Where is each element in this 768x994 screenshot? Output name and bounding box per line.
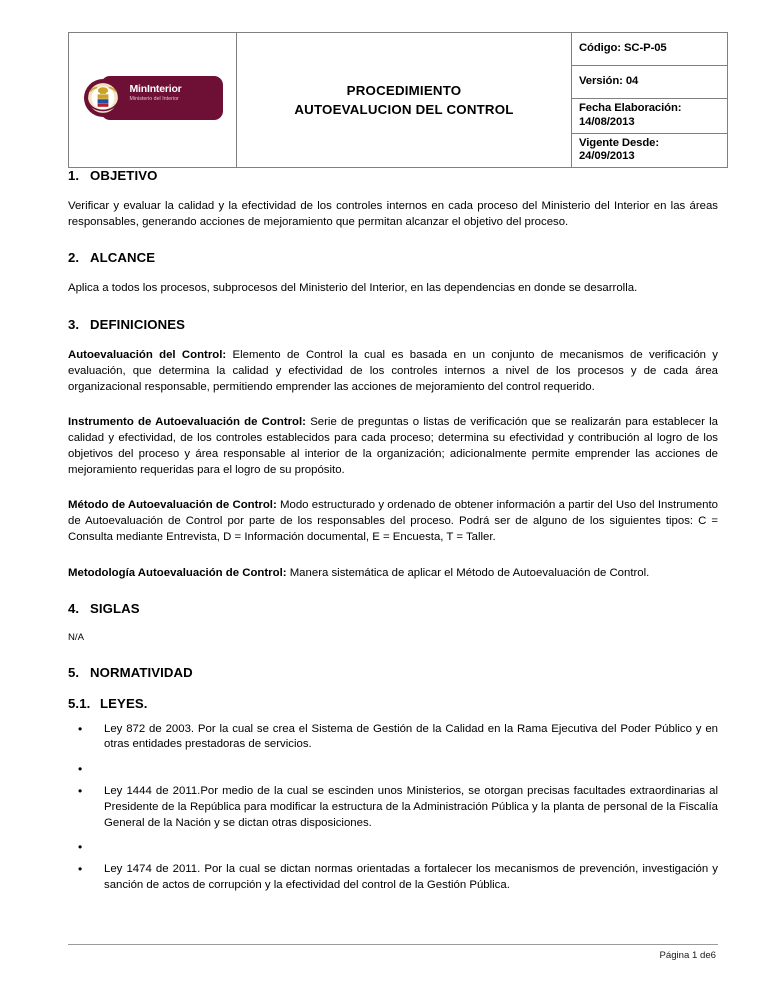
section-heading-normatividad bbox=[68, 665, 718, 680]
list-item: • Ley 1474 de 2011. Por la cual se dictan normas orientadas a fortalecer los mecanismos de prevención, investigación y sanción de actos de corrupción y la efectividad del control de la Gestión Pública. bbox=[68, 862, 718, 893]
section-title-siglas: SIGLAS bbox=[90, 601, 140, 617]
list-item bbox=[68, 840, 718, 853]
section-number-1: 1. bbox=[68, 168, 80, 183]
definition-item bbox=[68, 415, 718, 478]
definition-text: Serie de preguntas o listas de verificación que se realizarán para establecer la calidad y efectividad, de los controles establecidos para cada proceso; determina su efectividad y contribución al logro de los objetivos del proceso y área responsable al interior de la organización; adicionalmente permite emprender las acciones de mejoramiento requeridas para el logro de su propósito. bbox=[68, 416, 718, 476]
colombia-coat-of-arms-seal-icon bbox=[83, 78, 123, 118]
definition-term: Autoevaluación del Control: bbox=[68, 349, 227, 362]
document-footer bbox=[68, 944, 718, 961]
vigente-desde-value: 24/09/2013 bbox=[579, 150, 635, 163]
logo-subtitle: Ministerio del Interior bbox=[129, 96, 179, 103]
section-title-alcance: ALCANCE bbox=[90, 250, 156, 266]
fecha-elaboracion-value: 14/08/2013 bbox=[579, 115, 635, 128]
section-text-objetivo: Verificar y evaluar la calidad y la efectividad de los controles internos en cada proceso del Ministerio del Interior en las áreas responsables, generando acciones de mejoramiento que permitan alcanzar el objetivo del proceso. bbox=[68, 200, 718, 228]
section-number-3: 3. bbox=[68, 317, 80, 333]
document-header-table bbox=[68, 32, 728, 168]
header-version-cell bbox=[572, 66, 728, 99]
definition-item bbox=[68, 348, 718, 395]
header-vigente-desde-cell bbox=[572, 133, 728, 168]
header-title-cell bbox=[237, 33, 572, 168]
definition-term: Metodología Autoevaluación de Control: bbox=[68, 566, 287, 579]
definition-text: Elemento de Control la cual es basada en un conjunto de mecanismos de verificación y evaluación, que determina la calidad y efectividad de los controles internos a nivel de los procesos y de cada área organizacional responsable, permitiendo emprender las acciones de mejoramiento del control requerido. bbox=[68, 349, 718, 393]
definition-term: Instrumento de Autoevaluación de Control: bbox=[68, 416, 306, 429]
document-title-line2: AUTOEVALUCION DEL CONTROL bbox=[294, 102, 514, 118]
codigo-text: Código: SC-P-05 bbox=[579, 42, 667, 55]
laws-list bbox=[68, 722, 718, 894]
mininterior-logo bbox=[83, 76, 223, 120]
section-heading-alcance bbox=[68, 250, 718, 265]
logo-wordmark bbox=[130, 84, 182, 103]
header-codigo-cell bbox=[572, 33, 728, 66]
fecha-elaboracion-label: Fecha Elaboración: bbox=[579, 102, 682, 114]
section-title-objetivo: OBJETIVO bbox=[90, 168, 158, 183]
vigente-desde-label: Vigente Desde: bbox=[579, 136, 660, 149]
definition-text: Modo estructurado y ordenado de obtener información a partir del Uso del Instrumento de Autoevaluación de Control por parte de los responsables del proceso. Podrá ser de alguno de los siguientes tipos: C = Consulta mediante Entrevista, D = Información documental, E = Encuesta, T = Taller. bbox=[68, 499, 718, 543]
list-item: • Ley 1444 de 2011.Por medio de la cual se escinden unos Ministerios, se otorgan precisas facultades extraordinarias al Presidente de la República para modificar la estructura de la Administración Pública y la planta de personal de la Fiscalía General de la Nación y se dictan otras disposiciones. bbox=[68, 784, 718, 831]
section-heading-objetivo bbox=[68, 168, 718, 183]
subsection-title-leyes: LEYES. bbox=[100, 695, 148, 711]
page-number: Página 1 de6 bbox=[659, 950, 716, 961]
logo-name: MinInterior bbox=[129, 82, 182, 95]
section-title-normatividad: NORMATIVIDAD bbox=[90, 664, 193, 680]
subsection-number-5-1: 5.1. bbox=[68, 695, 91, 711]
header-fecha-elaboracion-cell bbox=[572, 99, 728, 134]
section-title-definiciones: DEFINICIONES bbox=[90, 317, 185, 333]
section-number-4: 4. bbox=[68, 601, 80, 617]
section-number-5: 5. bbox=[68, 664, 80, 680]
section-number-2: 2. bbox=[68, 250, 80, 266]
definition-term: Método de Autoevaluación de Control: bbox=[68, 499, 277, 512]
definition-text: Manera sistemática de aplicar el Método de Autoevaluación de Control. bbox=[286, 566, 650, 579]
document-body bbox=[68, 168, 718, 903]
list-item: • Ley 872 de 2003. Por la cual se crea el Sistema de Gestión de la Calidad en la Rama Ejecutiva del Poder Público y en otras entidades prestadoras de servicios. bbox=[68, 722, 718, 753]
section-text-siglas: N/A bbox=[68, 632, 84, 644]
list-item bbox=[68, 762, 718, 775]
definition-item bbox=[68, 498, 718, 545]
section-heading-siglas bbox=[68, 601, 718, 616]
section-heading-definiciones bbox=[68, 317, 718, 332]
subsection-heading-leyes bbox=[68, 696, 718, 711]
header-logo-cell bbox=[69, 33, 237, 168]
version-text: Versión: 04 bbox=[579, 75, 639, 88]
definition-item bbox=[68, 566, 718, 582]
document-title-line1: PROCEDIMIENTO bbox=[346, 82, 462, 98]
section-text-alcance: Aplica a todos los procesos, subprocesos del Ministerio del Interior, en las dependencias en donde se desarrolla. bbox=[68, 282, 638, 295]
footer-divider bbox=[68, 944, 718, 945]
